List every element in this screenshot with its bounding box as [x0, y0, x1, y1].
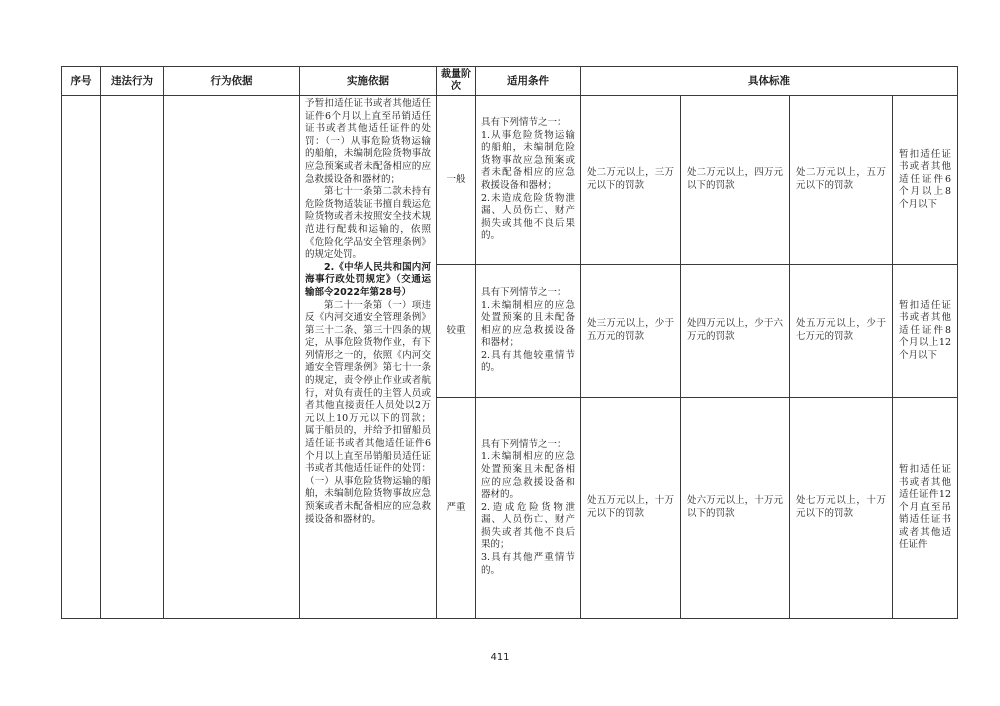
impl-basis-para: 第七十一条第二款未持有危险货物适装证书擅自载运危险货物或者未按照安全技术规范进行配载和运输的，依照《危险化学品安全管理条例》的规定处罚。: [305, 186, 431, 261]
standard-cell: 处三万元以上，少于五万元的罚款: [581, 265, 681, 398]
standard-cell: 处二万元以上，五万元以下的罚款: [790, 96, 893, 265]
penalty-discretion-table: [61, 66, 958, 619]
license-penalty-cell: 暂扣适任证书或者其他适任证件8个月以上12个月以下: [893, 265, 958, 398]
header-legal-basis: 行为依据: [164, 67, 300, 96]
conditions-cell: [476, 398, 581, 619]
violation-cell: [101, 96, 164, 619]
page-number: 411: [490, 652, 510, 663]
header-impl-basis: 实施依据: [300, 67, 437, 96]
impl-basis-cell: [300, 96, 437, 619]
table-row: [62, 96, 958, 265]
header-violation: 违法行为: [101, 67, 164, 96]
law-title: 2.《中华人民共和国内河海事行政处罚规定》（交通运输部令2022年第28号）: [305, 261, 431, 298]
standard-cell: 处四万元以上，少于六万元的罚款: [681, 265, 790, 398]
level-cell: 严重: [437, 398, 476, 619]
level-cell: 一般: [437, 96, 476, 265]
conditions-text: 具有下列情节之一： 1.未编制相应的应急处置预案的且未配备相应的应急救援设备和器材； 2.具有其他较重情节的。: [481, 286, 575, 374]
license-penalty-cell: 暂扣适任证书或者其他适任证件12个月直至吊销适任证书或者其他适任证件: [893, 398, 958, 619]
conditions-cell: [476, 96, 581, 265]
header-row: [62, 67, 958, 96]
seq-cell: [62, 96, 101, 619]
standard-cell: 处七万元以上，十万元以下的罚款: [790, 398, 893, 619]
standard-cell: 处五万元以上，少于七万元的罚款: [790, 265, 893, 398]
impl-basis-para: 予暂扣适任证书或者其他适任证件6个月以上直至吊销适任证书或者其他适任证件的处罚：（一）从事危险货物运输的船舶，未编制危险货物事故应急预案或者未配备相应的应急救援设备和器材的；: [305, 98, 431, 185]
conditions-cell: [476, 265, 581, 398]
standard-cell: 处五万元以上，十万元以下的罚款: [581, 398, 681, 619]
header-level: 裁量阶次: [437, 67, 476, 96]
standard-cell: 处二万元以上，四万元以下的罚款: [681, 96, 790, 265]
license-penalty-cell: 暂扣适任证书或者其他适任证件6个月以上8个月以下: [893, 96, 958, 265]
standard-cell: 处六万元以上，十万元以下的罚款: [681, 398, 790, 619]
header-seq: 序号: [62, 67, 101, 96]
conditions-text: 具有下列情节之一： 1.从事危险货物运输的船舶，未编制危险货物事故应急预案或者未配备相应的应急救援设备和器材； 2.未造成危险货物泄漏、人员伤亡、财产损失或其他不良后果的。: [481, 117, 575, 242]
header-standard: 具体标准: [581, 67, 958, 96]
impl-basis-para: 第二十一条第（一）项违反《内河交通安全管理条例》第三十二条、第三十四条的规定，从事危险货物作业，有下列情形之一的，依照《内河交通安全管理条例》第七十一条的规定，责令停止作业或者航行，对负有责任的主管人员或者其他直接责任人员处以2万元以上10万元以下的罚款；属于船员的，并给予扣留船员适任证书或者其他适任证件6个月以上直至吊销船员适任证书或者其他适任证件的处罚：（一）从事危险货物运输的船舶，未编制危险货物事故应急预案或者未配备相应的应急救援设备和器材的。: [305, 299, 431, 525]
header-conditions: 适用条件: [476, 67, 581, 96]
standard-cell: 处二万元以上，三万元以下的罚款: [581, 96, 681, 265]
level-cell: 较重: [437, 265, 476, 398]
conditions-text: 具有下列情节之一： 1.未编制相应的应急处置预案且未配备相应的应急救援设备和器材的。 2.造成危险货物泄漏、人员伤亡、财产损失或者其他不良后果的； 3.具有其他严重情节的。: [481, 438, 575, 576]
legal-basis-cell: [164, 96, 300, 619]
